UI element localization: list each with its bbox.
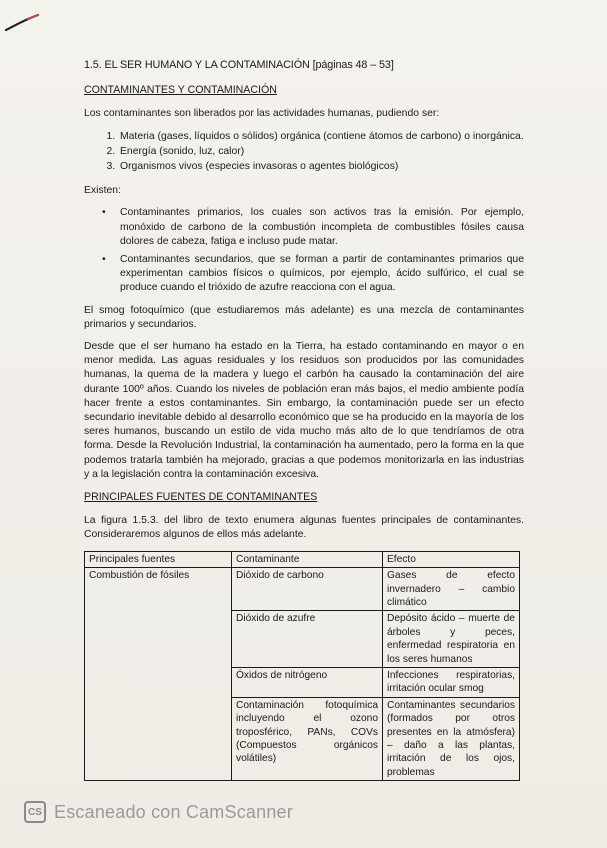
pen-mark-icon	[4, 12, 40, 34]
existen-label: Existen:	[84, 185, 121, 197]
table-header-row	[85, 551, 520, 567]
bullet-icon: •	[102, 254, 106, 266]
document-body	[84, 58, 524, 781]
watermark-text: Escaneado con CamScanner	[54, 801, 293, 822]
camscanner-logo-icon: CS	[24, 801, 46, 823]
table-cell: Depósito ácido – muerte de árboles y peces, enfermedad respiratoria en los seres humanos	[383, 611, 520, 668]
history-paragraph: Desde que el ser humano ha estado en la Tierra, ha estado contaminando en mayor o en menor medida. Las aguas residuales y los residuos son producidos por las comunidades humanas, la quema de la madera y luego el carbón ha causado la contaminación del aire durante 100º años. Cuando los niveles de población eran más bajos, el medio ambiente podía hacer frente a estos contaminantes. Sin embargo, la contaminación puede ser un efecto secundario inevitable debido al desarrollo económico que se ha producido en la mayoría de los seres humanos, buscando un estilo de vida mucho más alto de lo que tendríamos de otra forma. Desde la Revolución Industrial, la contaminación ha aumentado, pero la forma en la que podemos tratarla también ha mejorado, gracias a que podemos monitorizarla en las industrias y a la legislación contra la contaminación excesiva.	[84, 341, 524, 480]
list-item-text: Contaminantes secundarios, que se forman a partir de contaminantes primarios que experimentan cambios físicos o químicos, por ejemplo, ácido sulfúrico, el cual se produce cuando el trióxido de azufre reacciona con el agua.	[120, 254, 524, 294]
table-cell: Infecciones respiratorias, irritación ocular smog	[383, 667, 520, 697]
table-cell: Gases de efecto invernadero – cambio climático	[383, 568, 520, 611]
list-item	[102, 206, 524, 249]
pollutant-kinds-list	[84, 206, 524, 295]
list-item: 3. Organismos vivos (especies invasoras o agentes biológicos)	[118, 160, 524, 174]
figure-paragraph: La figura 1.5.3. del libro de texto enumera algunas fuentes principales de contaminantes. Consideraremos algunos de ellos más adelante.	[84, 515, 524, 541]
table-cell: Dióxido de azufre	[232, 611, 383, 668]
table-row	[85, 568, 520, 611]
column-header: Principales fuentes	[85, 551, 232, 567]
bullet-icon: •	[102, 207, 106, 219]
section-title: 1.5. EL SER HUMANO Y LA CONTAMINACIÓN [páginas 48 – 53]	[84, 59, 394, 71]
subheading-fuentes: PRINCIPALES FUENTES DE CONTAMINANTES	[84, 491, 318, 504]
list-item: 1. Materia (gases, líquidos o sólidos) orgánica (contiene átomos de carbono) o inorgánica.	[118, 130, 524, 144]
pollutant-types-list	[84, 130, 524, 175]
smog-paragraph: El smog fotoquímico (que estudiaremos más adelante) es una mezcla de contaminantes primarios y secundarios.	[84, 304, 524, 330]
intro-paragraph: Los contaminantes son liberados por las actividades humanas, pudiendo ser:	[84, 108, 440, 120]
camscanner-watermark	[24, 800, 293, 824]
list-item	[102, 253, 524, 296]
table-cell-source: Combustión de fósiles	[85, 568, 232, 781]
table-cell: Contaminación fotoquímica incluyendo el ozono troposférico, PANs, COVs (Compuestos orgánicos volátiles)	[232, 697, 383, 780]
pollutant-sources-table	[84, 551, 520, 782]
table-cell: Óxidos de nitrógeno	[232, 667, 383, 697]
column-header: Contaminante	[232, 551, 383, 567]
table-cell: Contaminantes secundarios (formados por otros presentes en la atmósfera) – daño a las plantas, irritación de los ojos, problemas	[383, 697, 520, 780]
list-item-text: Contaminantes primarios, los cuales son activos tras la emisión. Por ejemplo, monóxido de carbono de la combustión incompleta de combustibles fósiles causa dolores de cabeza, fatiga e incluso pude matar.	[120, 207, 524, 247]
column-header: Efecto	[383, 551, 520, 567]
list-item: 2. Energía (sonido, luz, calor)	[118, 145, 524, 159]
subheading-contaminantes: CONTAMINANTES Y CONTAMINACIÓN	[84, 84, 277, 97]
table-cell: Dióxido de carbono	[232, 568, 383, 611]
